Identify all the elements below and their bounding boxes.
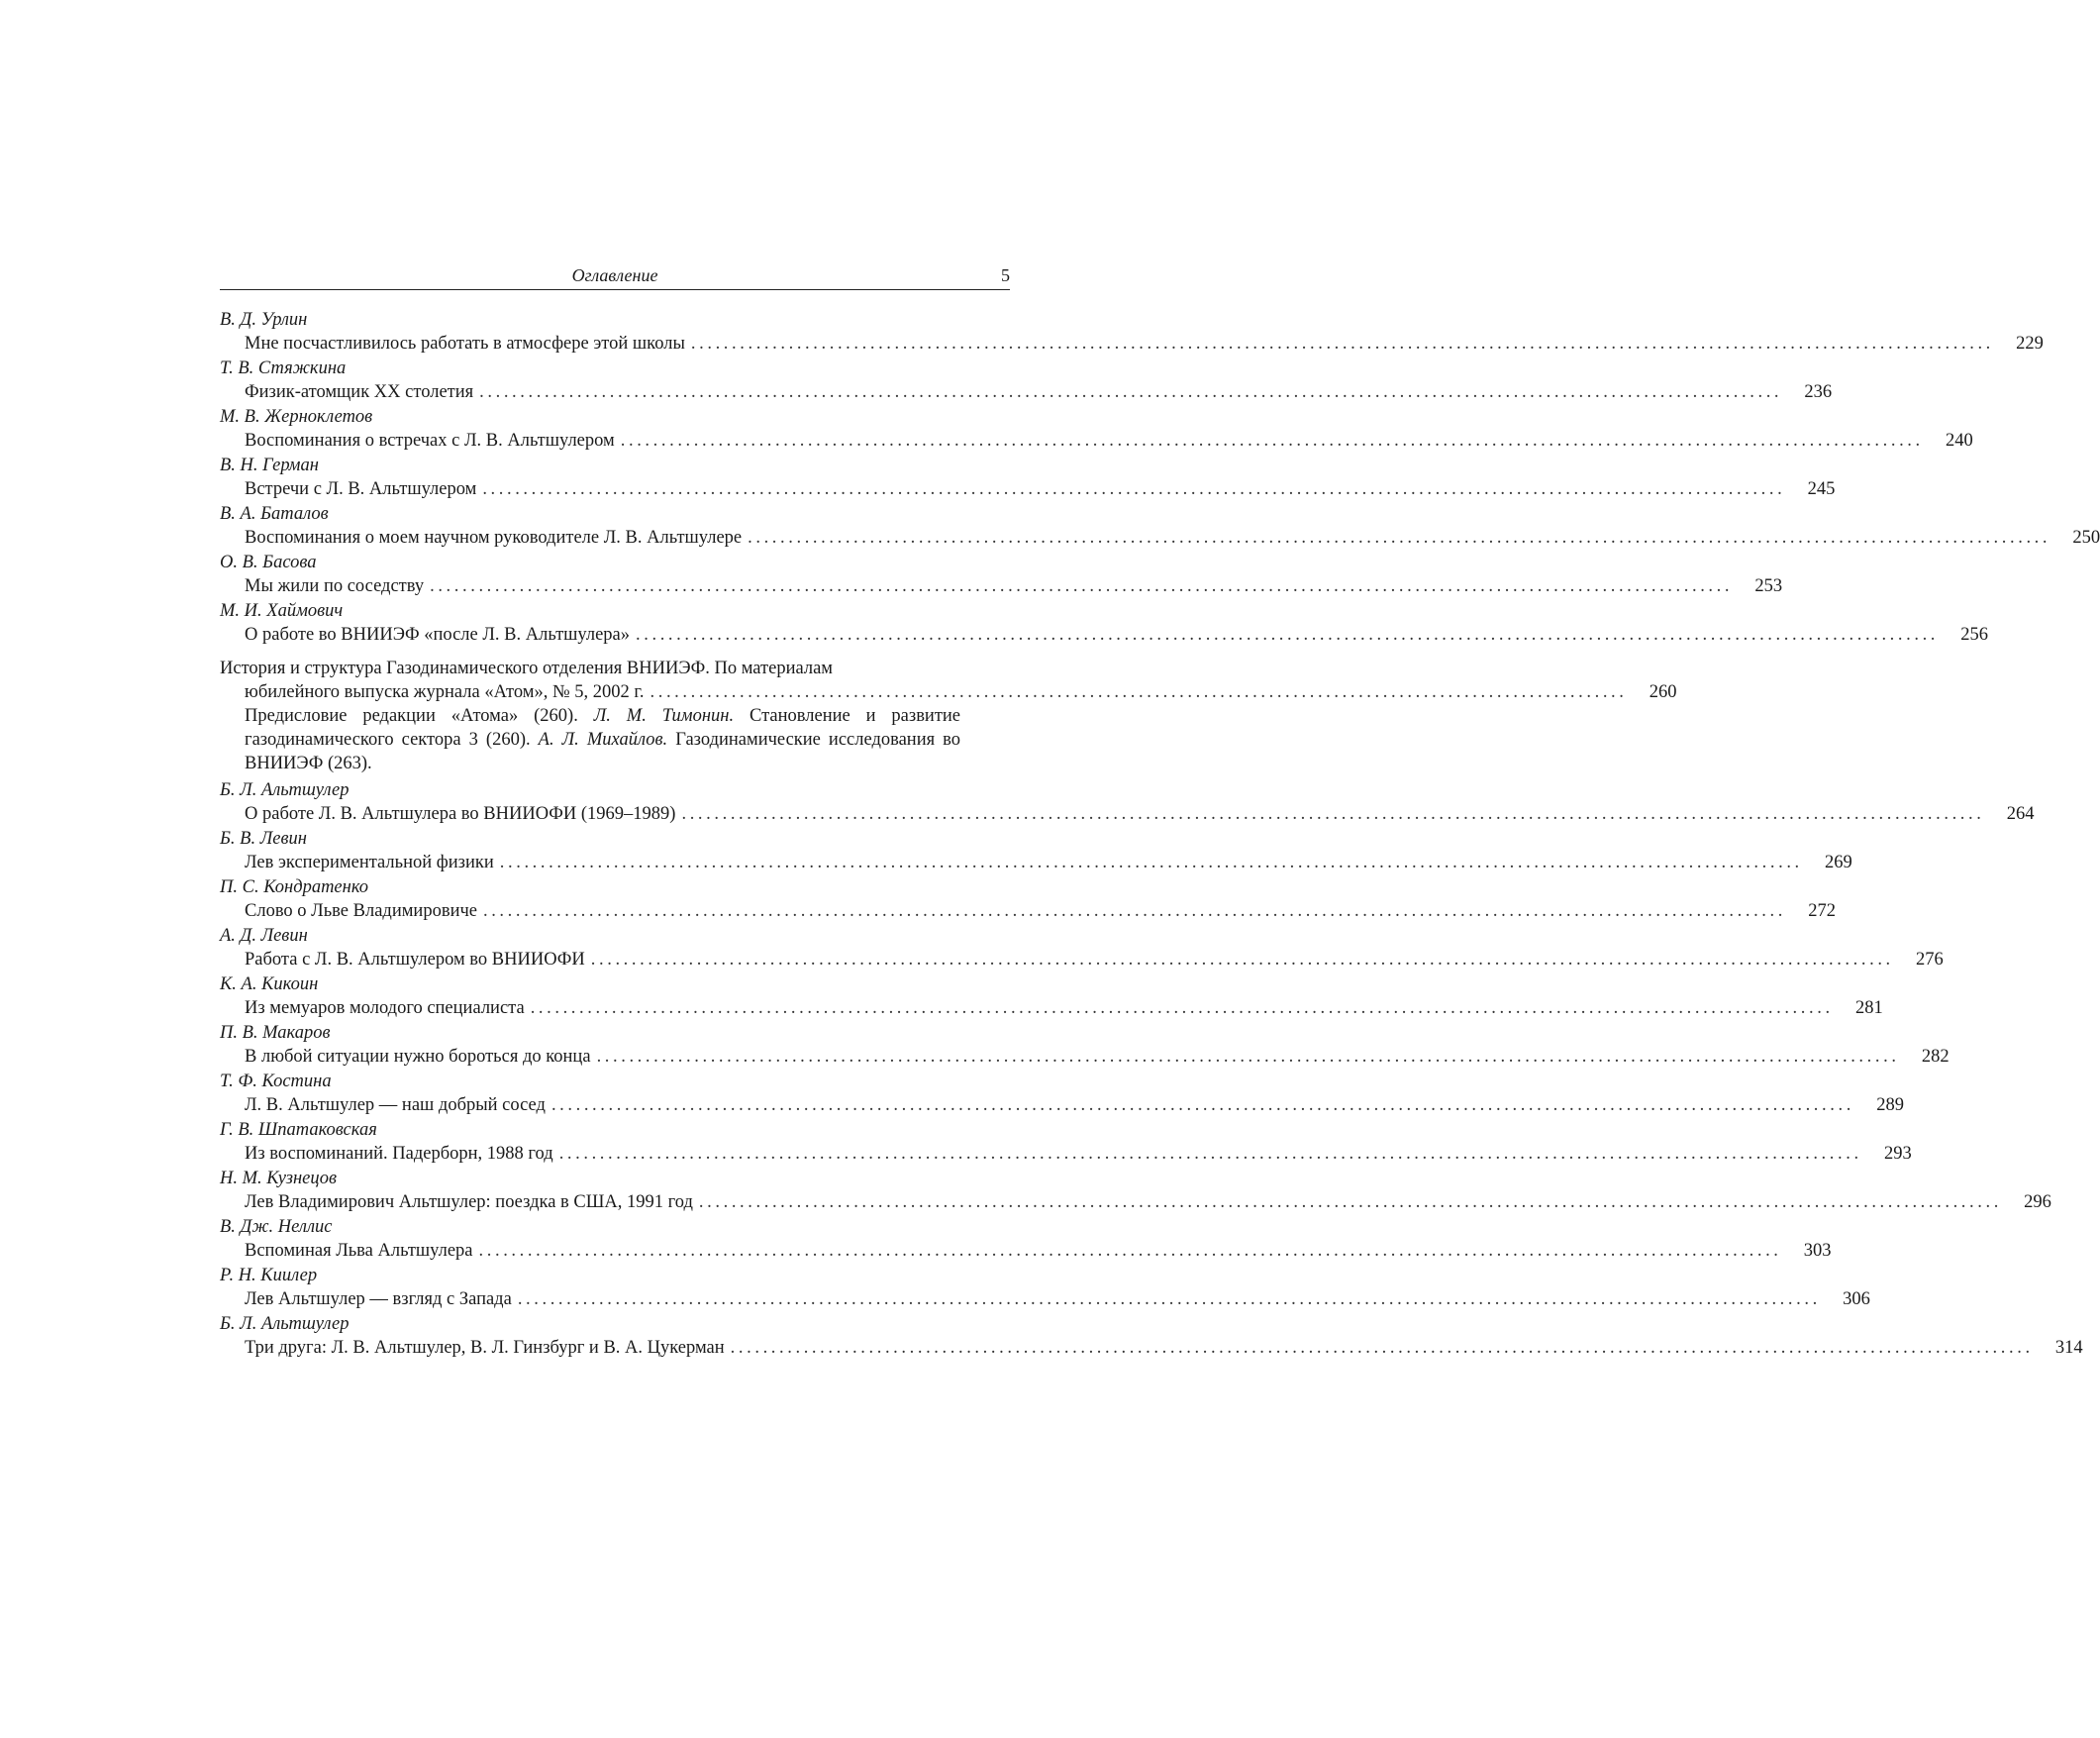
toc-entry-page: 293 (1883, 1144, 1912, 1164)
toc-entry-page: 306 (1843, 1289, 1870, 1309)
leader-dots: ................................................................................................................................................................ (478, 1241, 1782, 1261)
running-head (220, 265, 1010, 290)
toc-entry-line (220, 1093, 1904, 1117)
toc-entry-line (220, 1142, 1912, 1166)
toc-entry-author: О. В. Басова (220, 553, 317, 572)
toc-entry-title: Работа с Л. В. Альтшулером во ВНИИОФИ (245, 950, 585, 970)
page (220, 265, 2100, 1360)
toc-entry-page: 303 (1803, 1241, 1832, 1261)
leader-dots: ................................................................................................................................................................ (620, 431, 1924, 451)
toc-entry-author: Н. М. Кузнецов (220, 1169, 338, 1188)
history-page-ref: 260 (1649, 682, 1677, 702)
toc-entry-title: Лев Владимирович Альтшулер: поездка в США, 1991 год (245, 1192, 693, 1212)
history-title-line2 (220, 680, 1677, 704)
toc-entry-author: Г. В. Шпатаковская (220, 1120, 377, 1140)
toc-entry-author: М. И. Хаймович (220, 601, 344, 621)
toc-entry-page: 272 (1808, 901, 1836, 921)
toc-entry-page: 229 (2016, 334, 2044, 354)
history-title-line1: История и структура Газодинамического отделения ВНИИЭФ. По материалам (220, 659, 834, 678)
toc-entry (220, 308, 2044, 356)
running-title: Оглавление (571, 265, 658, 285)
toc-entry-author: Б. В. Левин (220, 829, 307, 849)
history-sub-author2: А. Л. Михайлов. (538, 730, 668, 750)
toc-entry (220, 875, 1836, 923)
toc-entry-line (220, 429, 1973, 453)
toc-entry-title: Из мемуаров молодого специалиста (245, 998, 525, 1018)
toc-entry-line (220, 802, 2035, 826)
toc-entry (220, 551, 1783, 598)
toc-entry (220, 1264, 1870, 1311)
toc-entry-page: 314 (2054, 1338, 2083, 1358)
toc-entry-page: 289 (1876, 1095, 1904, 1115)
toc-entry-page: 264 (2006, 804, 2035, 824)
leader-dots: ................................................................................................................................................................ (698, 1192, 2002, 1212)
toc-entry-author: П. С. Кондратенко (220, 877, 369, 897)
toc-entry-line (220, 1190, 2051, 1214)
history-sub-part2: Становление и развитие газодинамического сектора 3 (260). (245, 706, 961, 750)
toc-entry-page: 281 (1854, 998, 1883, 1018)
leader-dots: ................................................................................................................................................................ (690, 334, 1994, 354)
history-subentries (220, 704, 1010, 775)
history-sub-author1: Л. М. Тимонин. (593, 706, 735, 726)
toc-entry-author: Р. Н. Киилер (220, 1266, 318, 1285)
toc-entry (220, 924, 1944, 971)
leader-dots: ................................................................................................................................................................ (558, 1144, 1862, 1164)
toc-entry-title: Физик-атомщик XX столетия (245, 382, 474, 402)
leader-dots: ................................................................................................................................................................ (499, 853, 1803, 872)
toc-entry-line (220, 380, 1833, 404)
leader-dots: ................................................................................................................................................................ (550, 1095, 1854, 1115)
toc-entry (220, 454, 1836, 501)
leader-dots: ................................................................................................................................................................ (479, 382, 1783, 402)
leader-dots: ................................................................................................................................................................ (482, 901, 1786, 921)
toc-entry-author: В. Д. Урлин (220, 310, 308, 330)
toc-entry-page: 256 (1960, 625, 1989, 645)
toc-entry-author: В. Н. Герман (220, 456, 319, 475)
toc-entry-line (220, 1239, 1832, 1263)
toc-entry (220, 1215, 1832, 1263)
leader-dots: ................................................................................................................................................................ (590, 950, 1894, 970)
history-sub-part1: Предисловие редакции «Атома» (260). (245, 706, 578, 726)
toc-entry (220, 1167, 2051, 1214)
leader-dots: ................................................................................................................................................................ (530, 998, 1834, 1018)
toc-entry-title: Мне посчастливилось работать в атмосфере этой школы (245, 334, 685, 354)
history-sub-part3: Газодинамические исследования во ВНИИЭФ (263). (245, 730, 961, 773)
toc-entry-title: Воспоминания о моем научном руководителе Л. В. Альтшулере (245, 528, 743, 548)
toc-entry-author: Т. В. Стяжкина (220, 358, 347, 378)
toc-entry-title: О работе Л. В. Альтшулера во ВНИИОФИ (1969–1989) (245, 804, 676, 824)
toc-entry (220, 972, 1883, 1020)
toc-entry (220, 502, 2100, 550)
toc-entry-title: Лев Альтшулер — взгляд с Запада (245, 1289, 512, 1309)
toc-entry-author: Б. Л. Альтшулер (220, 780, 350, 800)
toc-entry-line (220, 332, 2044, 356)
toc-entry-title: О работе во ВНИИЭФ «после Л. В. Альтшулера» (245, 625, 631, 645)
toc-entry-title: Л. В. Альтшулер — наш добрый сосед (245, 1095, 546, 1115)
page-number: 5 (1001, 265, 1010, 285)
toc-entry-line (220, 1045, 1950, 1069)
leader-dots: ................................................................................................................................................................ (681, 804, 1985, 824)
toc-entry-page: 282 (1921, 1047, 1950, 1067)
toc-entry-line (220, 526, 2100, 550)
toc-entry-author: В. А. Баталов (220, 504, 329, 524)
toc-entry-page: 236 (1804, 382, 1833, 402)
history-title-cont: юбилейного выпуска журнала «Атом», № 5, 2002 г. (245, 682, 645, 702)
toc-entry (220, 778, 2035, 826)
toc-entry (220, 827, 1852, 874)
toc-entry-title: Вспоминая Льва Альтшулера (245, 1241, 473, 1261)
toc-entry-author: Т. Ф. Костина (220, 1072, 332, 1091)
toc-entry-line (220, 1336, 2083, 1360)
toc-entry-history (220, 657, 1677, 775)
toc-entry-title: Воспоминания о встречах с Л. В. Альтшулером (245, 431, 615, 451)
toc-entry-title: В любой ситуации нужно бороться до конца (245, 1047, 591, 1067)
toc-entry (220, 405, 1973, 453)
toc-entry (220, 1312, 2083, 1360)
toc-entry-title: Из воспоминаний. Падерборн, 1988 год (245, 1144, 553, 1164)
toc-entry-page: 296 (2024, 1192, 2051, 1212)
toc-entry-author: К. А. Кикоин (220, 974, 319, 994)
toc-entry-line (220, 1287, 1870, 1311)
toc-entry-title: Три друга: Л. В. Альтшулер, В. Л. Гинзбург и В. А. Цукерман (245, 1338, 725, 1358)
toc-entry-line (220, 574, 1783, 598)
toc-entry-line (220, 948, 1944, 971)
toc-entry-line (220, 477, 1836, 501)
toc-entry-line (220, 996, 1883, 1020)
toc-entry-page: 276 (1916, 950, 1944, 970)
toc-entry-page: 250 (2072, 528, 2100, 548)
leader-dots: ................................................................................................................................................................ (636, 625, 1940, 645)
toc-entry (220, 1118, 1912, 1166)
toc-entry-author: В. Дж. Неллис (220, 1217, 333, 1237)
toc-entry-line (220, 623, 1989, 647)
toc-entry-page: 269 (1825, 853, 1852, 872)
leader-dots: ................................................................................................................................................................ (596, 1047, 1900, 1067)
toc-entry (220, 1021, 1950, 1069)
leader-dots: ................................................................................................................................................................ (482, 479, 1786, 499)
toc-entry-author: А. Д. Левин (220, 926, 308, 946)
leader-dots: ........................................................................................................................ (650, 682, 1628, 702)
toc-entry-line (220, 899, 1836, 923)
toc-entry (220, 1070, 1904, 1117)
toc-entry (220, 357, 1833, 404)
toc-entry-title: Лев экспериментальной физики (245, 853, 494, 872)
toc-entry-title: Встречи с Л. В. Альтшулером (245, 479, 477, 499)
toc-entry-page: 240 (1946, 431, 1973, 451)
toc-entry-page: 253 (1754, 576, 1783, 596)
toc-entry-author: М. В. Жерноклетов (220, 407, 373, 427)
toc-entry-title: Мы жили по соседству (245, 576, 425, 596)
leader-dots: ................................................................................................................................................................ (748, 528, 2051, 548)
leader-dots: ................................................................................................................................................................ (430, 576, 1734, 596)
toc-entry (220, 599, 1989, 647)
table-of-contents (220, 308, 2100, 1360)
toc-entry-title: Слово о Льве Владимировиче (245, 901, 477, 921)
toc-entry-author: П. В. Макаров (220, 1023, 331, 1043)
toc-entry-line (220, 851, 1852, 874)
toc-entry-author: Б. Л. Альтшулер (220, 1314, 350, 1334)
toc-entry-page: 245 (1807, 479, 1836, 499)
leader-dots: ................................................................................................................................................................ (730, 1338, 2034, 1358)
leader-dots: ................................................................................................................................................................ (517, 1289, 1821, 1309)
